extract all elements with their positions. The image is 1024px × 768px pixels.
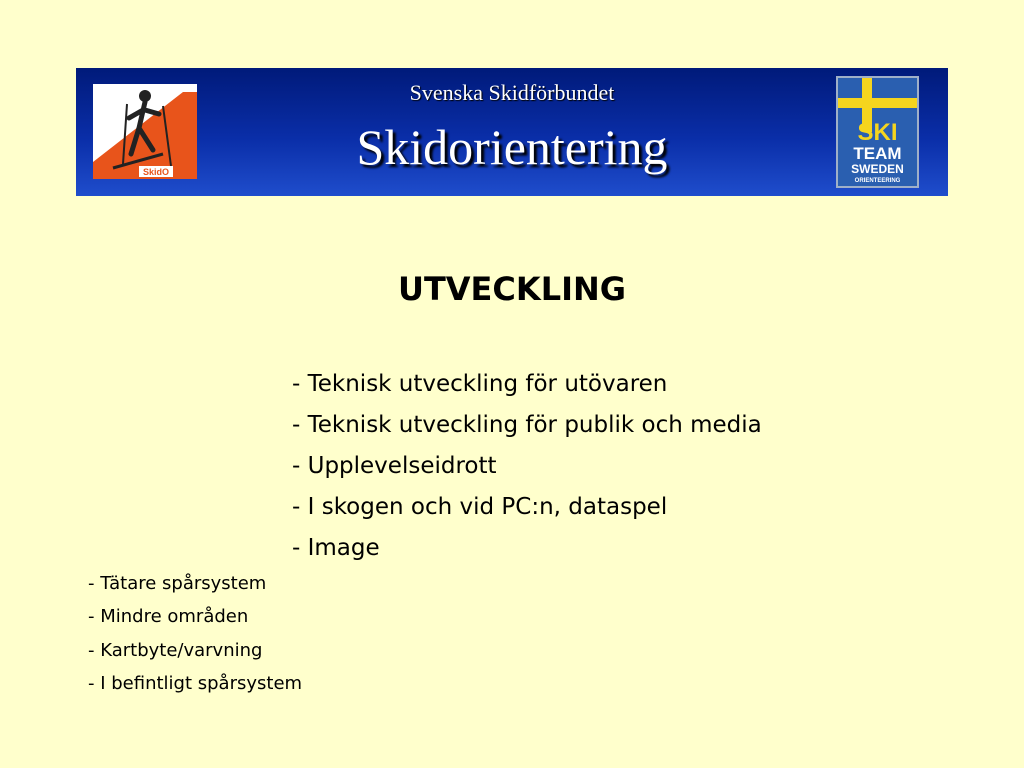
- sub-bullet-list: [88, 569, 302, 702]
- org-name: Svenska Skidförbundet: [409, 80, 615, 105]
- logo-text-sweden: SWEDEN: [851, 162, 904, 176]
- page-title: Skidorientering: [356, 119, 668, 175]
- logo-text-ski: SKI: [857, 119, 898, 146]
- list-item: - Kartbyte/varvning: [88, 639, 263, 661]
- list-item: - Teknisk utveckling för utövaren: [292, 371, 668, 397]
- skido-logo-icon: [93, 84, 197, 179]
- main-bullet-list: [292, 366, 762, 571]
- list-item: - Image: [292, 535, 380, 561]
- list-item: - Tätare spårsystem: [88, 573, 267, 594]
- logo-text-orienteering: ORIENTEERING: [854, 178, 901, 184]
- section-heading: UTVECKLING: [397, 270, 627, 308]
- logo-text-team: TEAM: [853, 144, 902, 163]
- list-item: - Teknisk utveckling för publik och media: [292, 412, 762, 438]
- skido-logo-text: SkidO: [142, 167, 170, 177]
- list-item: - Mindre områden: [88, 606, 249, 628]
- ski-team-sweden-logo-icon: [836, 76, 919, 188]
- title-banner: [76, 68, 948, 196]
- list-item: - Upplevelseidrott: [292, 453, 497, 479]
- list-item: - I skogen och vid PC:n, dataspel: [292, 494, 668, 520]
- list-item: - I befintligt spårsystem: [88, 672, 303, 694]
